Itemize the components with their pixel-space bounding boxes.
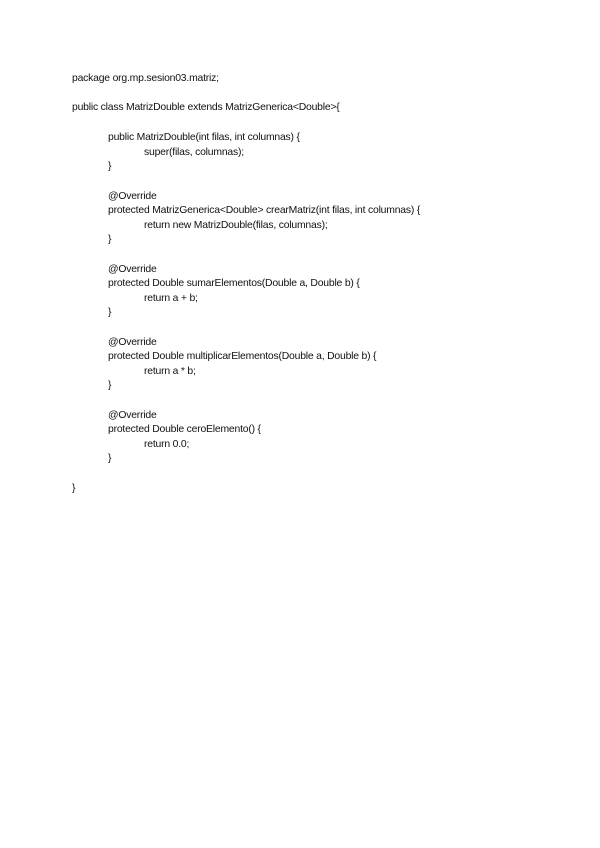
method-body-multiplicar-elementos: return a * b; [144,366,196,377]
override-annotation: @Override [108,191,157,202]
class-declaration: public class MatrizDouble extends MatrizGenerica<Double>{ [72,102,340,113]
method-close-brace: } [108,380,112,391]
method-close-brace: } [108,307,112,318]
class-close-brace: } [72,483,76,494]
override-annotation: @Override [108,337,157,348]
constructor-body: super(filas, columnas); [144,147,244,158]
package-declaration: package org.mp.sesion03.matriz; [72,73,219,84]
method-signature-cero-elemento: protected Double ceroElemento() { [108,424,261,435]
method-signature-sumar-elementos: protected Double sumarElementos(Double a, Double b) { [108,278,360,289]
override-annotation: @Override [108,410,157,421]
method-close-brace: } [108,234,112,245]
override-annotation: @Override [108,264,157,275]
method-close-brace: } [108,453,112,464]
constructor-signature: public MatrizDouble(int filas, int columnas) { [108,132,300,143]
method-body-crear-matriz: return new MatrizDouble(filas, columnas); [144,220,328,231]
method-body-cero-elemento: return 0.0; [144,439,190,450]
method-body-sumar-elementos: return a + b; [144,293,198,304]
method-signature-multiplicar-elementos: protected Double multiplicarElementos(Double a, Double b) { [108,351,377,362]
constructor-close-brace: } [108,161,112,172]
method-signature-crear-matriz: protected MatrizGenerica<Double> crearMatriz(int filas, int columnas) { [108,205,421,216]
